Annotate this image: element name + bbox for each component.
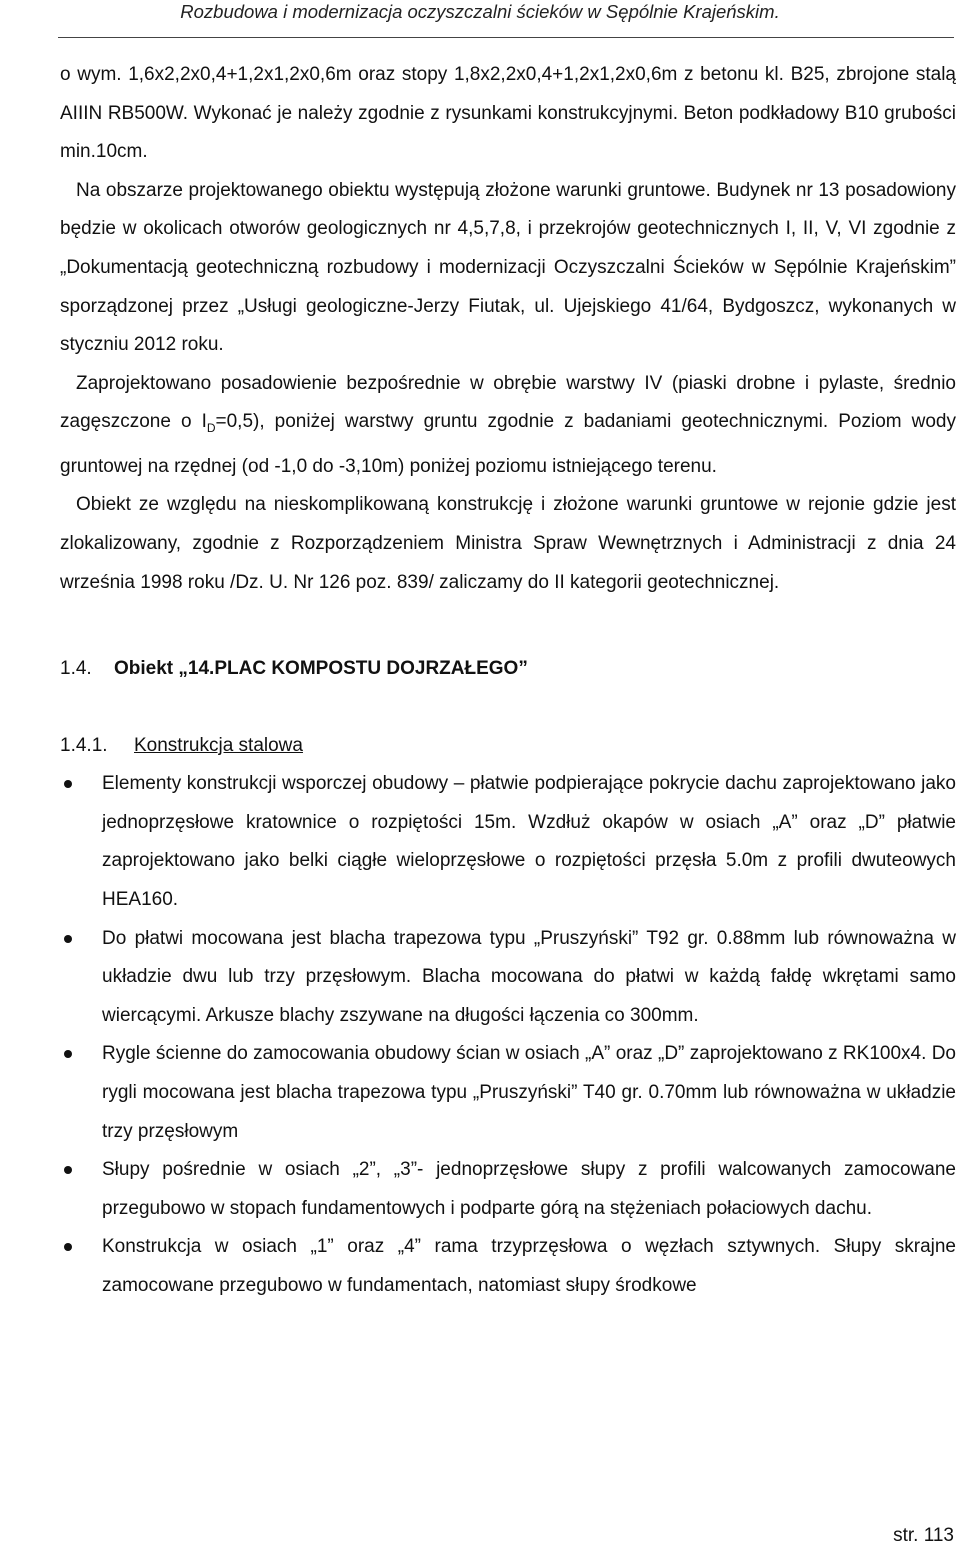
paragraph-ground-conditions: Na obszarze projektowanego obiektu występują złożone warunki gruntowe. Budynek nr 13 posadowiony będzie w okolicach otworów geologicznych nr 4,5,7,8, i przekrojów geotechnicznych I, II, V, VI zgodnie z „Dokumentacją geotechniczną rozbudowy i modernizacji Oczyszczalni Ścieków w Sępólnie Krajeńskim” sporządzonej przez „Usługi geologiczne-Jerzy Fiutak, ul. Ujejskiego 41/64, Bydgoszcz, wykonanych w styczniu 2012 roku. <box>60 179 956 356</box>
list-item <box>60 1035 956 1151</box>
list-item <box>60 1151 956 1228</box>
list-item-text: Słupy pośrednie w osiach „2”, „3”- jednoprzęsłowe słupy z profili walcowanych zamocowane przegubowo w stopach fundamentowych i podparte górą na stężeniach połaciowych dachu. <box>102 1159 956 1219</box>
density-index-subscript: D <box>206 421 216 436</box>
section-title: Obiekt „14.PLAC KOMPOSTU DOJRZAŁEGO” <box>114 658 528 680</box>
paragraph-geotechnical-category: Obiekt ze względu na nieskomplikowaną konstrukcję i złożone warunki gruntowe w rejonie gdzie jest zlokalizowany, zgodnie z Rozporządzeniem Ministra Spraw Wewnętrznych i Administracji z dnia 24 września 1998 roku /Dz. U. Nr 126 poz. 839/ zaliczamy do II kategorii geotechnicznej. <box>60 494 956 593</box>
steel-structure-list <box>60 765 956 1305</box>
page-number: str. 113 <box>893 1525 954 1546</box>
paragraph-foundation-design-text-b: =0,5), poniżej warstwy gruntu zgodnie z badaniami geotechnicznymi. Poziom wody gruntowej na rzędnej (od -1,0 do -3,10m) poniżej poziomu istniejącego terenu. <box>60 411 956 477</box>
list-item <box>60 920 956 1036</box>
list-item-text: Elementy konstrukcji wsporczej obudowy – płatwie podpierające pokrycie dachu zaprojektowano jako jednoprzęsłowe kratownice o rozpiętości 15m. Wzdłuż okapów w osiach „A” oraz „D” płatwie zaprojektowano jako belki ciągłe wieloprzęsłowe o rozpiętości przęsła 5.0m z profili dwuteowych HEA160. <box>102 773 956 911</box>
bullet-icon <box>64 1050 72 1058</box>
list-item <box>60 765 956 919</box>
subsection-number: 1.4.1. <box>60 734 108 756</box>
section-heading <box>60 650 956 689</box>
list-item <box>60 1228 956 1305</box>
document-body <box>60 56 956 1306</box>
list-item-text: Konstrukcja w osiach „1” oraz „4” rama trzyprzęsłowa o węzłach sztywnych. Słupy skrajne zamocowane przegubowo w fundamentach, natomiast słupy środkowe <box>102 1236 956 1297</box>
list-item-text: Do płatwi mocowana jest blacha trapezowa typu „Pruszyński” T92 gr. 0.88mm lub równoważna w układzie dwu lub trzy przęsłowym. Blacha mocowana do płatwi w każdą fałdę wkrętami samo wiercącymi. Arkusze blachy zszywane na długości łączenia co 300mm. <box>102 927 956 1026</box>
paragraph-foundation-design-text-a: Zaprojektowano posadowienie bezpośrednie w obrębie warstwy IV (piaski drobne i pylaste, średnio zagęszczone o I <box>60 372 956 433</box>
header-divider <box>58 37 954 38</box>
bullet-icon <box>64 780 72 788</box>
paragraph-foundation-dimensions: o wym. 1,6x2,2x0,4+1,2x1,2x0,6m oraz stopy 1,8x2,2x0,4+1,2x1,2x0,6m z betonu kl. B25, zbrojone stalą AIIIN RB500W. Wykonać je należy zgodnie z rysunkami konstrukcyjnymi. Beton podkładowy B10 grubości min.10cm. <box>60 64 956 163</box>
subsection-title: Konstrukcja stalowa <box>134 734 303 756</box>
paragraph-foundation-design <box>60 365 956 487</box>
subsection-heading <box>60 727 956 766</box>
section-number: 1.4. <box>60 658 92 680</box>
list-item-text: Rygle ścienne do zamocowania obudowy ścian w osiach „A” oraz „D” zaprojektowano z RK100x4. Do rygli mocowana jest blacha trapezowa typu „Pruszyński” T40 gr. 0.70mm lub równoważna w układzie trzy przęsłowym <box>102 1043 956 1142</box>
running-header: Rozbudowa i modernizacja oczyszczalni ścieków w Sępólnie Krajeńskim. <box>180 1 780 22</box>
bullet-icon <box>64 1243 72 1251</box>
bullet-icon <box>64 935 72 943</box>
bullet-icon <box>64 1166 72 1174</box>
